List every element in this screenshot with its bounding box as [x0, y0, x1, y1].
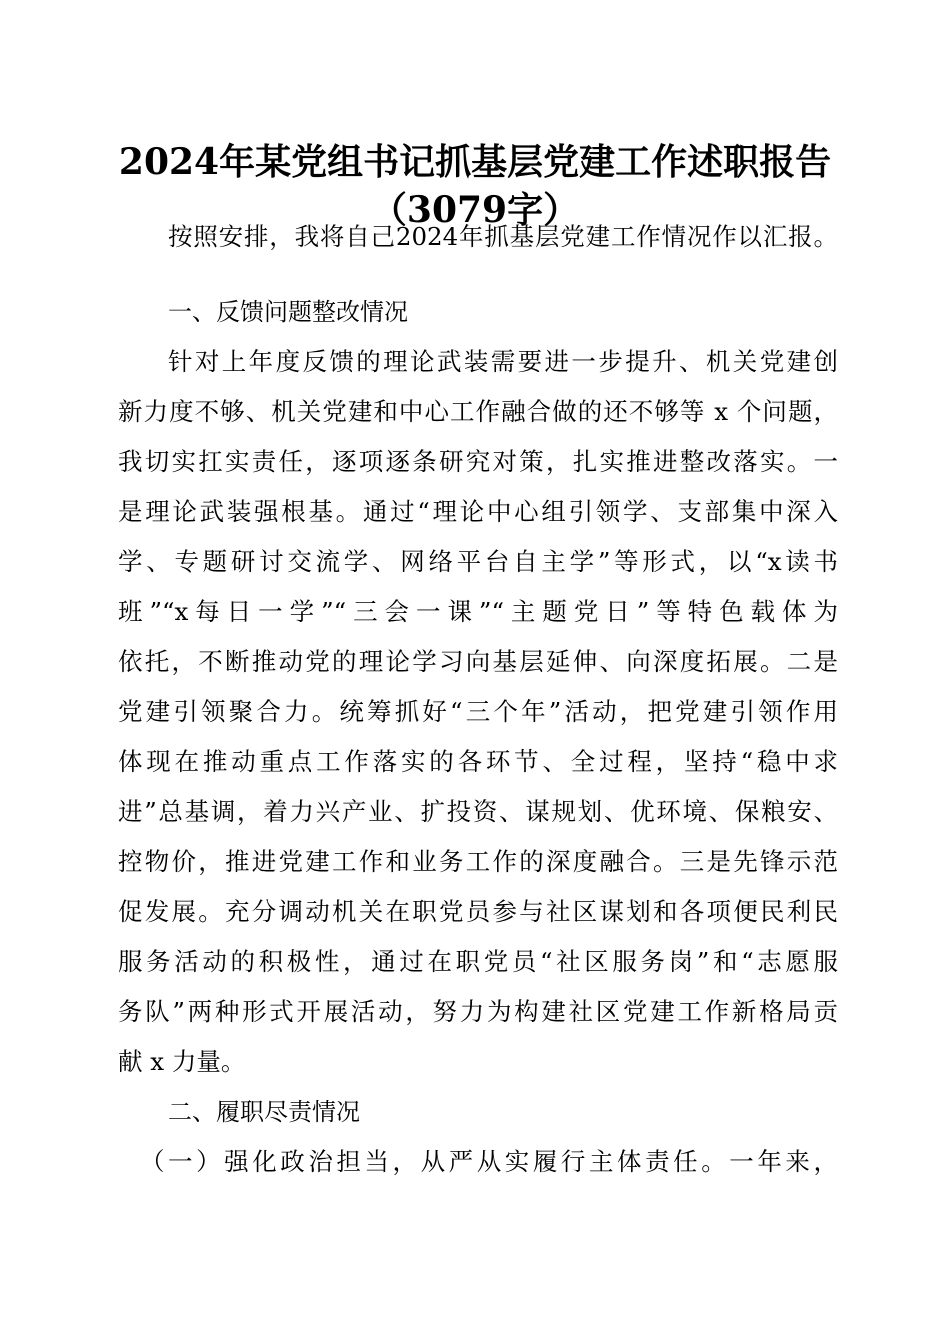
- paragraph-line: 班”“x每日一学”“三会一课”“主题党日”等特色载体为: [118, 597, 838, 626]
- paragraph-line-last: 献 x 力量。: [118, 1047, 246, 1076]
- paragraph-line: 党建引领聚合力。统筹抓好“三个年”活动，把党建引领作用: [118, 697, 838, 726]
- paragraph-line: 服务活动的积极性，通过在职党员“社区服务岗”和“志愿服: [118, 947, 838, 976]
- paragraph-line: 务队”两种形式开展活动，努力为构建社区党建工作新格局贡: [118, 997, 838, 1026]
- paragraph-line: 依托，不断推动党的理论学习向基层延伸、向深度拓展。二是: [118, 647, 838, 676]
- section-heading-1: 一、反馈问题整改情况: [168, 298, 408, 326]
- paragraph-line: 新力度不够、机关党建和中心工作融合做的还不够等 x 个问题，: [118, 397, 838, 426]
- section-heading-2: 二、履职尽责情况: [168, 1098, 360, 1126]
- paragraph-line: 我切实扛实责任，逐项逐条研究对策，扎实推进整改落实。一: [118, 447, 838, 476]
- document-title: 2024年某党组书记抓基层党建工作述职报告: [118, 141, 832, 183]
- subsection-heading-line: （一）强化政治担当，从严从实履行主体责任。一年来，: [140, 1147, 838, 1176]
- paragraph-line: 促发展。充分调动机关在职党员参与社区谋划和各项便民利民: [118, 897, 838, 926]
- paragraph-line: 学、专题研讨交流学、网络平台自主学”等形式，以“x读书: [118, 547, 838, 576]
- intro-paragraph: 按照安排，我将自己2024年抓基层党建工作情况作以汇报。: [168, 222, 838, 251]
- paragraph-line: 进”总基调，着力兴产业、扩投资、谋规划、优环境、保粮安、: [118, 797, 838, 826]
- paragraph-line: 体现在推动重点工作落实的各环节、全过程，坚持“稳中求: [118, 747, 838, 776]
- document-title-word-count: （3079字）: [370, 189, 580, 231]
- paragraph-line: 是理论武装强根基。通过“理论中心组引领学、支部集中深入: [118, 497, 838, 526]
- paragraph-line: 控物价，推进党建工作和业务工作的深度融合。三是先锋示范: [118, 847, 838, 876]
- paragraph-line: 针对上年度反馈的理论武装需要进一步提升、机关党建创: [168, 347, 838, 376]
